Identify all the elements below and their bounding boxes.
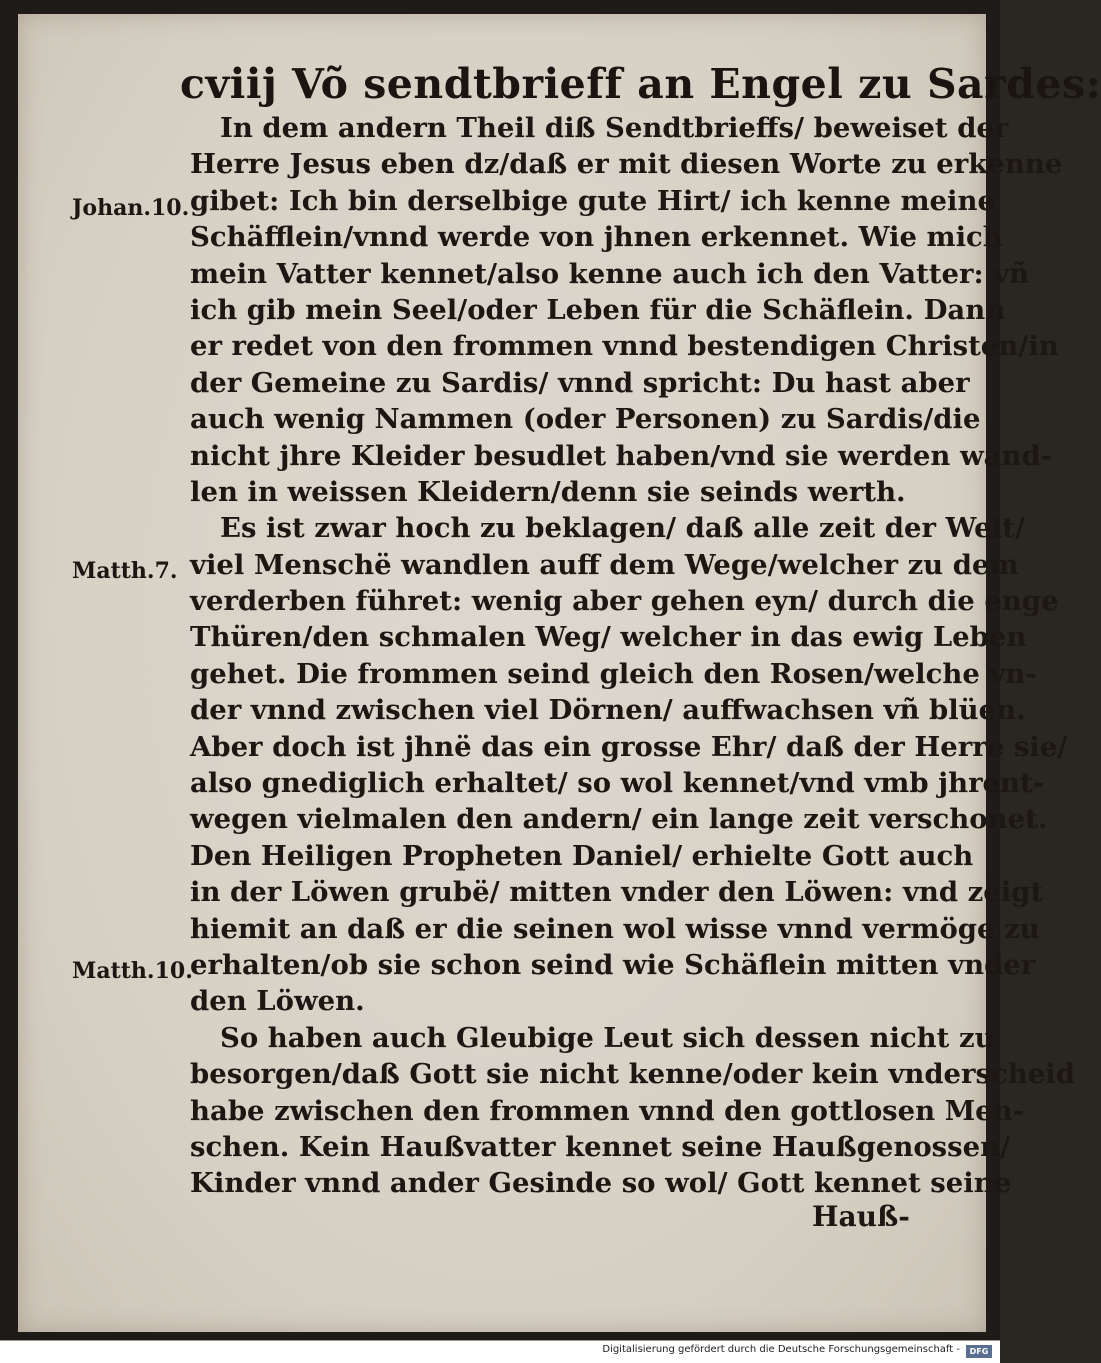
text-line: also gnediglich erhaltet/ so wol kennet/vnd vmb jhrent- bbox=[190, 767, 1045, 800]
text-line: ich gib mein Seel/oder Leben für die Schäflein. Dann bbox=[190, 293, 1006, 326]
footer-credit: Digitalisierung gefördert durch die Deutsche Forschungsgemeinschaft - bbox=[602, 1344, 960, 1355]
text-line: schen. Kein Haußvatter kennet seine Haußgenossen/ bbox=[190, 1130, 1011, 1163]
text-line: in der Löwen grubë/ mitten vnder den Löwen: vnd zeigt bbox=[190, 876, 1044, 909]
text-line: len in weissen Kleidern/denn sie seinds werth. bbox=[190, 475, 906, 508]
marginal-note-matth-10: Matth.10. bbox=[72, 958, 193, 984]
text-line: Herre Jesus eben dz/daß er mit diesen Worte zu erkenne bbox=[190, 148, 1063, 181]
text-line: Aber doch ist jhnë das ein grosse Ehr/ daß der Herre sie/ bbox=[190, 730, 1068, 763]
text-line: besorgen/daß Gott sie nicht kenne/oder kein vnderscheid bbox=[190, 1058, 1075, 1091]
marginal-note-johan: Johan.10. bbox=[72, 195, 190, 221]
text-line: er redet von den frommen vnnd bestendigen Christen/in bbox=[190, 330, 1059, 363]
text-line: Es ist zwar hoch zu beklagen/ daß alle zeit der Welt/ bbox=[220, 512, 1025, 545]
text-line: verderben führet: wenig aber gehen eyn/ durch die enge bbox=[190, 585, 1059, 618]
text-line: Schäfflein/vnnd werde von jhnen erkennet. Wie mich bbox=[190, 221, 1003, 254]
text-line: Den Heiligen Propheten Daniel/ erhielte Gott auch bbox=[190, 839, 974, 872]
catchword: Hauß- bbox=[812, 1200, 910, 1233]
text-line: In dem andern Theil diß Sendtbrieffs/ beweiset der bbox=[220, 112, 1009, 144]
text-line: habe zwischen den frommen vnnd den gottlosen Men- bbox=[190, 1094, 1025, 1127]
text-line: erhalten/ob sie schon seind wie Schäflein mitten vnder bbox=[190, 948, 1036, 981]
text-line: gibet: Ich bin derselbige gute Hirt/ ich kenne meine bbox=[190, 184, 995, 217]
body-text bbox=[190, 110, 1075, 1202]
running-title: cviij Võ sendtbrieff an Engel zu Sardes: bbox=[180, 60, 1101, 108]
text-line: nicht jhre Kleider besudlet haben/vnd sie werden wand- bbox=[190, 439, 1053, 472]
marginal-note-matth-7: Matth.7. bbox=[72, 558, 178, 584]
text-line: viel Menschë wandlen auff dem Wege/welcher zu dem bbox=[190, 548, 1019, 581]
text-line: Thüren/den schmalen Weg/ welcher in das ewig Leben bbox=[190, 621, 1027, 654]
text-line: gehet. Die frommen seind gleich den Rosen/welche vn- bbox=[190, 657, 1037, 690]
text-line: So haben auch Gleubige Leut sich dessen nicht zu bbox=[220, 1021, 995, 1054]
text-line: den Löwen. bbox=[190, 985, 365, 1018]
dfg-logo-icon: DFG bbox=[966, 1345, 992, 1358]
text-line: mein Vatter kennet/also kenne auch ich den Vatter: vñ bbox=[190, 257, 1030, 290]
text-line: der Gemeine zu Sardis/ vnnd spricht: Du hast aber bbox=[190, 366, 970, 399]
text-line: hiemit an daß er die seinen wol wisse vnnd vermöge zu bbox=[190, 912, 1040, 945]
text-line: Kinder vnnd ander Gesinde so wol/ Gott kennet seine bbox=[190, 1167, 1012, 1200]
text-line: der vnnd zwischen viel Dörnen/ auffwachsen vñ blüen. bbox=[190, 694, 1026, 727]
text-line: wegen vielmalen den andern/ ein lange zeit verschonet. bbox=[190, 803, 1048, 836]
text-line: auch wenig Nammen (oder Personen) zu Sardis/die bbox=[190, 403, 981, 436]
footer-bar bbox=[0, 1340, 1000, 1363]
